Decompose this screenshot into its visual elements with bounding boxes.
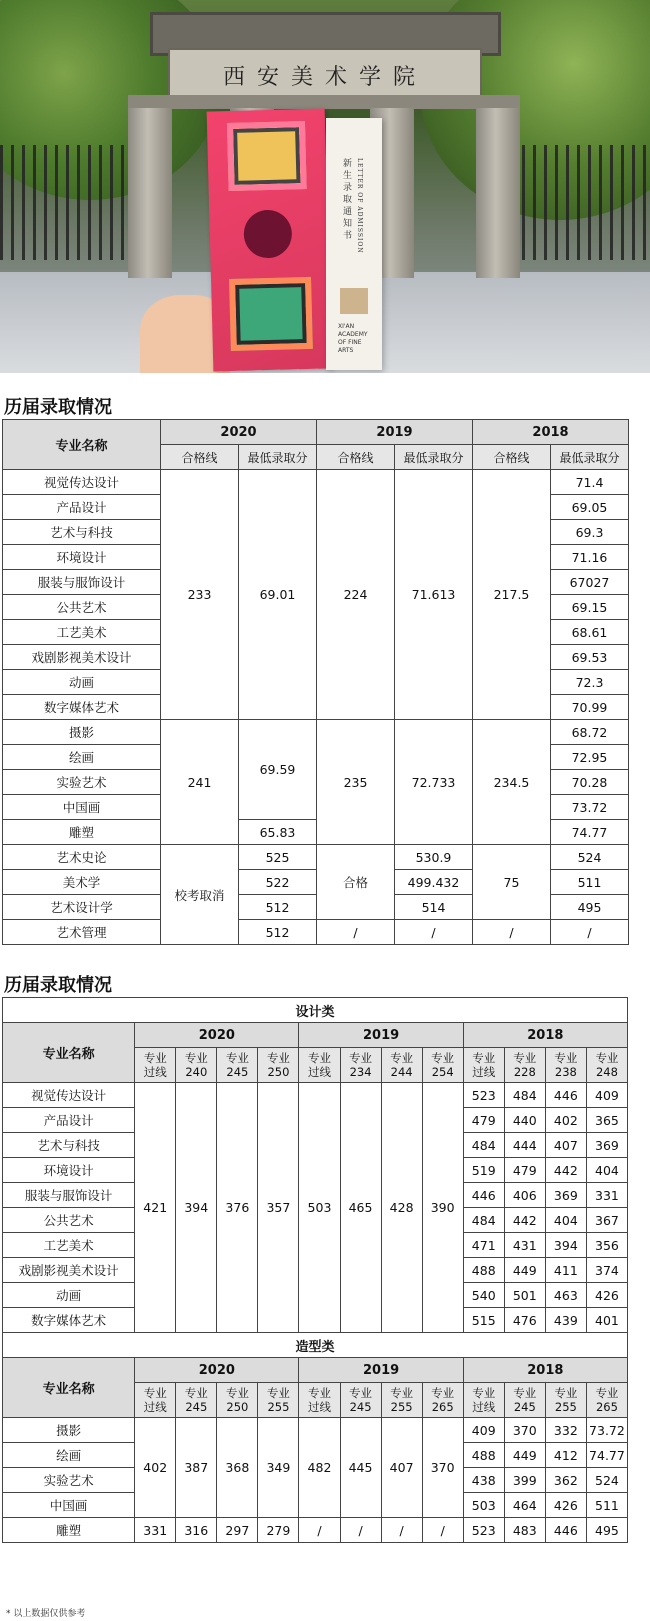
major-name: 绘画: [3, 745, 161, 770]
score-cell: 523: [463, 1083, 504, 1108]
sub-header: 最低录取分: [395, 445, 473, 470]
min-score: 69.53: [551, 645, 629, 670]
sub-header: 专业 过线: [463, 1383, 504, 1418]
score-cell: 446: [545, 1083, 586, 1108]
major-name: 服装与服饰设计: [3, 570, 161, 595]
sub-header: 专业 255: [258, 1383, 299, 1418]
sub-header: 专业 250: [217, 1383, 258, 1418]
score-cell: 370: [504, 1418, 545, 1443]
score-cell: 442: [545, 1158, 586, 1183]
min-score: 69.05: [551, 495, 629, 520]
score-cell: 73.72: [586, 1418, 627, 1443]
score-cell: 511: [586, 1493, 627, 1518]
major-name: 雕塑: [3, 1518, 135, 1543]
sub-header: 专业 248: [586, 1048, 627, 1083]
score-cell: 365: [586, 1108, 627, 1133]
major-name: 动画: [3, 670, 161, 695]
score-cell: 540: [463, 1283, 504, 1308]
score-cell: 411: [545, 1258, 586, 1283]
score-cell: 368: [217, 1418, 258, 1518]
pass-line: 241: [161, 720, 239, 845]
min-score: 511: [551, 870, 629, 895]
major-name: 数字媒体艺术: [3, 695, 161, 720]
admission-letter-envelope: [207, 109, 332, 372]
score-cell: /: [340, 1518, 381, 1543]
sub-header: 最低录取分: [239, 445, 317, 470]
footnote: * 以上数据仅供参考: [6, 1609, 86, 1619]
major-name: 戏剧影视美术设计: [3, 1258, 135, 1283]
score-cell: 444: [504, 1133, 545, 1158]
major-name: 环境设计: [3, 1158, 135, 1183]
letter-academy: XI'AN ACADEMY OF FINE ARTS: [338, 323, 368, 354]
pass-line: 217.5: [473, 470, 551, 720]
sub-header: 合格线: [473, 445, 551, 470]
category-band: 造型类: [3, 1333, 628, 1358]
min-score: 71.613: [395, 470, 473, 720]
year-header: 2019: [299, 1358, 463, 1383]
score-cell: 449: [504, 1258, 545, 1283]
score-cell: 367: [586, 1208, 627, 1233]
score-cell: 476: [504, 1308, 545, 1333]
major-name: 艺术与科技: [3, 1133, 135, 1158]
major-name: 工艺美术: [3, 1233, 135, 1258]
sub-header: 专业 254: [422, 1048, 463, 1083]
score-cell: 484: [504, 1083, 545, 1108]
major-name: 艺术史论: [3, 845, 161, 870]
score-cell: 503: [463, 1493, 504, 1518]
min-score: 530.9: [395, 845, 473, 870]
year-header: 2019: [299, 1023, 463, 1048]
score-cell: 484: [463, 1133, 504, 1158]
sub-header: 专业 过线: [299, 1383, 340, 1418]
sub-header: 合格线: [317, 445, 395, 470]
major-name: 摄影: [3, 1418, 135, 1443]
min-score: 69.15: [551, 595, 629, 620]
score-cell: 374: [586, 1258, 627, 1283]
year-header: 2020: [135, 1358, 299, 1383]
col-major: 专业名称: [3, 420, 161, 470]
year-header: 2020: [161, 420, 317, 445]
score-cell: /: [381, 1518, 422, 1543]
score-cell: 464: [504, 1493, 545, 1518]
sub-header: 专业 245: [217, 1048, 258, 1083]
sub-header: 专业 240: [176, 1048, 217, 1083]
major-name: 视觉传达设计: [3, 470, 161, 495]
score-cell: 515: [463, 1308, 504, 1333]
min-score: 514: [395, 895, 473, 920]
score-cell: 401: [586, 1308, 627, 1333]
score-cell: 523: [463, 1518, 504, 1543]
score-cell: 402: [545, 1108, 586, 1133]
score-cell: 463: [545, 1283, 586, 1308]
pass-line: 224: [317, 470, 395, 720]
year-header: 2018: [463, 1358, 627, 1383]
score-cell: 479: [504, 1158, 545, 1183]
major-name: 环境设计: [3, 545, 161, 570]
table-row: [3, 1083, 628, 1108]
min-score: /: [395, 920, 473, 945]
pass-line: 合格: [317, 845, 395, 920]
score-cell: 439: [545, 1308, 586, 1333]
sub-header: 专业 255: [381, 1383, 422, 1418]
major-name: 绘画: [3, 1443, 135, 1468]
score-cell: 74.77: [586, 1443, 627, 1468]
gate-pillar: [128, 108, 172, 278]
major-name: 艺术与科技: [3, 520, 161, 545]
score-cell: 407: [381, 1418, 422, 1518]
sub-header: 专业 过线: [299, 1048, 340, 1083]
min-score: 69.01: [239, 470, 317, 720]
major-name: 视觉传达设计: [3, 1083, 135, 1108]
score-cell: 412: [545, 1443, 586, 1468]
score-cell: 428: [381, 1083, 422, 1333]
pass-line: 75: [473, 845, 551, 920]
score-cell: 471: [463, 1233, 504, 1258]
sub-header: 专业 过线: [135, 1383, 176, 1418]
letter-subtitle: LETTER OF ADMISSION: [356, 158, 363, 254]
score-cell: 482: [299, 1418, 340, 1518]
score-cell: 390: [422, 1083, 463, 1333]
min-score: 495: [551, 895, 629, 920]
score-cell: 316: [176, 1518, 217, 1543]
score-cell: 431: [504, 1233, 545, 1258]
min-score: 72.3: [551, 670, 629, 695]
section-title: 历届录取情况: [4, 397, 112, 418]
sub-header: 专业 234: [340, 1048, 381, 1083]
min-score: 524: [551, 845, 629, 870]
score-cell: 406: [504, 1183, 545, 1208]
letter-title: 新生录取通知书: [341, 158, 351, 242]
score-cell: 519: [463, 1158, 504, 1183]
score-cell: 484: [463, 1208, 504, 1233]
score-cell: 426: [545, 1493, 586, 1518]
score-cell: 387: [176, 1418, 217, 1518]
score-cell: /: [422, 1518, 463, 1543]
score-cell: 356: [586, 1233, 627, 1258]
score-cell: 402: [135, 1418, 176, 1518]
min-score: 67027: [551, 570, 629, 595]
score-cell: 349: [258, 1418, 299, 1518]
score-cell: 332: [545, 1418, 586, 1443]
score-cell: 357: [258, 1083, 299, 1333]
sub-header: 专业 250: [258, 1048, 299, 1083]
min-score: /: [551, 920, 629, 945]
min-score: 71.4: [551, 470, 629, 495]
score-cell: 465: [340, 1083, 381, 1333]
score-cell: 421: [135, 1083, 176, 1333]
gate-sign: 西安美术学院: [168, 48, 482, 102]
major-name: 美术学: [3, 870, 161, 895]
score-cell: /: [299, 1518, 340, 1543]
min-score: 70.28: [551, 770, 629, 795]
min-score: 499.432: [395, 870, 473, 895]
major-name: 雕塑: [3, 820, 161, 845]
score-cell: 297: [217, 1518, 258, 1543]
score-cell: 394: [176, 1083, 217, 1333]
major-name: 公共艺术: [3, 1208, 135, 1233]
score-cell: 440: [504, 1108, 545, 1133]
score-cell: 376: [217, 1083, 258, 1333]
major-name: 公共艺术: [3, 595, 161, 620]
pass-line: 233: [161, 470, 239, 720]
min-score: 72.95: [551, 745, 629, 770]
score-cell: 442: [504, 1208, 545, 1233]
year-header: 2018: [473, 420, 629, 445]
gate-lintel: [128, 95, 520, 109]
score-cell: 445: [340, 1418, 381, 1518]
pattern-circle: [243, 209, 292, 258]
score-cell: 426: [586, 1283, 627, 1308]
min-score: 70.99: [551, 695, 629, 720]
score-cell: 409: [463, 1418, 504, 1443]
min-score: 512: [239, 920, 317, 945]
sub-header: 专业 265: [422, 1383, 463, 1418]
score-cell: 404: [545, 1208, 586, 1233]
sub-header: 专业 255: [545, 1383, 586, 1418]
min-score: 74.77: [551, 820, 629, 845]
category-band: 设计类: [3, 998, 628, 1023]
sub-header: 专业 228: [504, 1048, 545, 1083]
score-cell: 404: [586, 1158, 627, 1183]
col-major: 专业名称: [3, 1358, 135, 1418]
year-header: 2019: [317, 420, 473, 445]
pass-line: 235: [317, 720, 395, 845]
score-cell: 369: [586, 1133, 627, 1158]
major-name: 服装与服饰设计: [3, 1183, 135, 1208]
major-name: 戏剧影视美术设计: [3, 645, 161, 670]
major-name: 艺术管理: [3, 920, 161, 945]
score-cell: 446: [463, 1183, 504, 1208]
score-cell: 495: [586, 1518, 627, 1543]
major-name: 产品设计: [3, 495, 161, 520]
pass-line: 校考取消: [161, 845, 239, 945]
score-cell: 488: [463, 1258, 504, 1283]
min-score: 522: [239, 870, 317, 895]
pass-line: 234.5: [473, 720, 551, 845]
year-header: 2020: [135, 1023, 299, 1048]
score-cell: 370: [422, 1418, 463, 1518]
admission-history-table-2: [2, 997, 628, 1543]
table-row: [3, 1418, 628, 1443]
major-name: 摄影: [3, 720, 161, 745]
pattern-square-green: [229, 277, 313, 351]
score-cell: 407: [545, 1133, 586, 1158]
fence-right: [500, 145, 650, 260]
sub-header: 专业 过线: [463, 1048, 504, 1083]
score-cell: 279: [258, 1518, 299, 1543]
min-score: 73.72: [551, 795, 629, 820]
major-name: 实验艺术: [3, 1468, 135, 1493]
score-cell: 479: [463, 1108, 504, 1133]
score-cell: 399: [504, 1468, 545, 1493]
major-name: 艺术设计学: [3, 895, 161, 920]
sub-header: 专业 245: [504, 1383, 545, 1418]
min-score: 525: [239, 845, 317, 870]
table-row: [3, 1518, 628, 1543]
min-score: 68.61: [551, 620, 629, 645]
major-name: 数字媒体艺术: [3, 1308, 135, 1333]
score-cell: 503: [299, 1083, 340, 1333]
score-cell: 524: [586, 1468, 627, 1493]
score-cell: 446: [545, 1518, 586, 1543]
campus-gate-photo: [0, 0, 650, 373]
major-name: 动画: [3, 1283, 135, 1308]
min-score: 71.16: [551, 545, 629, 570]
major-name: 中国画: [3, 1493, 135, 1518]
sub-header: 专业 238: [545, 1048, 586, 1083]
min-score: 68.72: [551, 720, 629, 745]
score-cell: 449: [504, 1443, 545, 1468]
min-score: 512: [239, 895, 317, 920]
pass-line: /: [473, 920, 551, 945]
admission-letter-card: [326, 118, 382, 370]
sub-header: 专业 244: [381, 1048, 422, 1083]
major-name: 中国画: [3, 795, 161, 820]
score-cell: 438: [463, 1468, 504, 1493]
min-score: 69.59: [239, 720, 317, 820]
min-score: 72.733: [395, 720, 473, 845]
year-header: 2018: [463, 1023, 627, 1048]
score-cell: 362: [545, 1468, 586, 1493]
score-cell: 483: [504, 1518, 545, 1543]
min-score: 65.83: [239, 820, 317, 845]
score-cell: 488: [463, 1443, 504, 1468]
sub-header: 专业 245: [340, 1383, 381, 1418]
sub-header: 专业 245: [176, 1383, 217, 1418]
major-name: 工艺美术: [3, 620, 161, 645]
major-name: 实验艺术: [3, 770, 161, 795]
score-cell: 409: [586, 1083, 627, 1108]
major-name: 产品设计: [3, 1108, 135, 1133]
score-cell: 331: [135, 1518, 176, 1543]
academy-logo-icon: [340, 288, 368, 314]
score-cell: 369: [545, 1183, 586, 1208]
score-cell: 394: [545, 1233, 586, 1258]
sub-header: 合格线: [161, 445, 239, 470]
score-cell: 331: [586, 1183, 627, 1208]
pattern-square-yellow: [227, 121, 307, 191]
admission-history-table-1: [2, 419, 629, 945]
sub-header: 专业 过线: [135, 1048, 176, 1083]
section-title: 历届录取情况: [4, 975, 112, 996]
sub-header: 专业 265: [586, 1383, 627, 1418]
score-cell: 501: [504, 1283, 545, 1308]
pass-line: /: [317, 920, 395, 945]
sub-header: 最低录取分: [551, 445, 629, 470]
min-score: 69.3: [551, 520, 629, 545]
gate-pillar: [476, 108, 520, 278]
col-major: 专业名称: [3, 1023, 135, 1083]
